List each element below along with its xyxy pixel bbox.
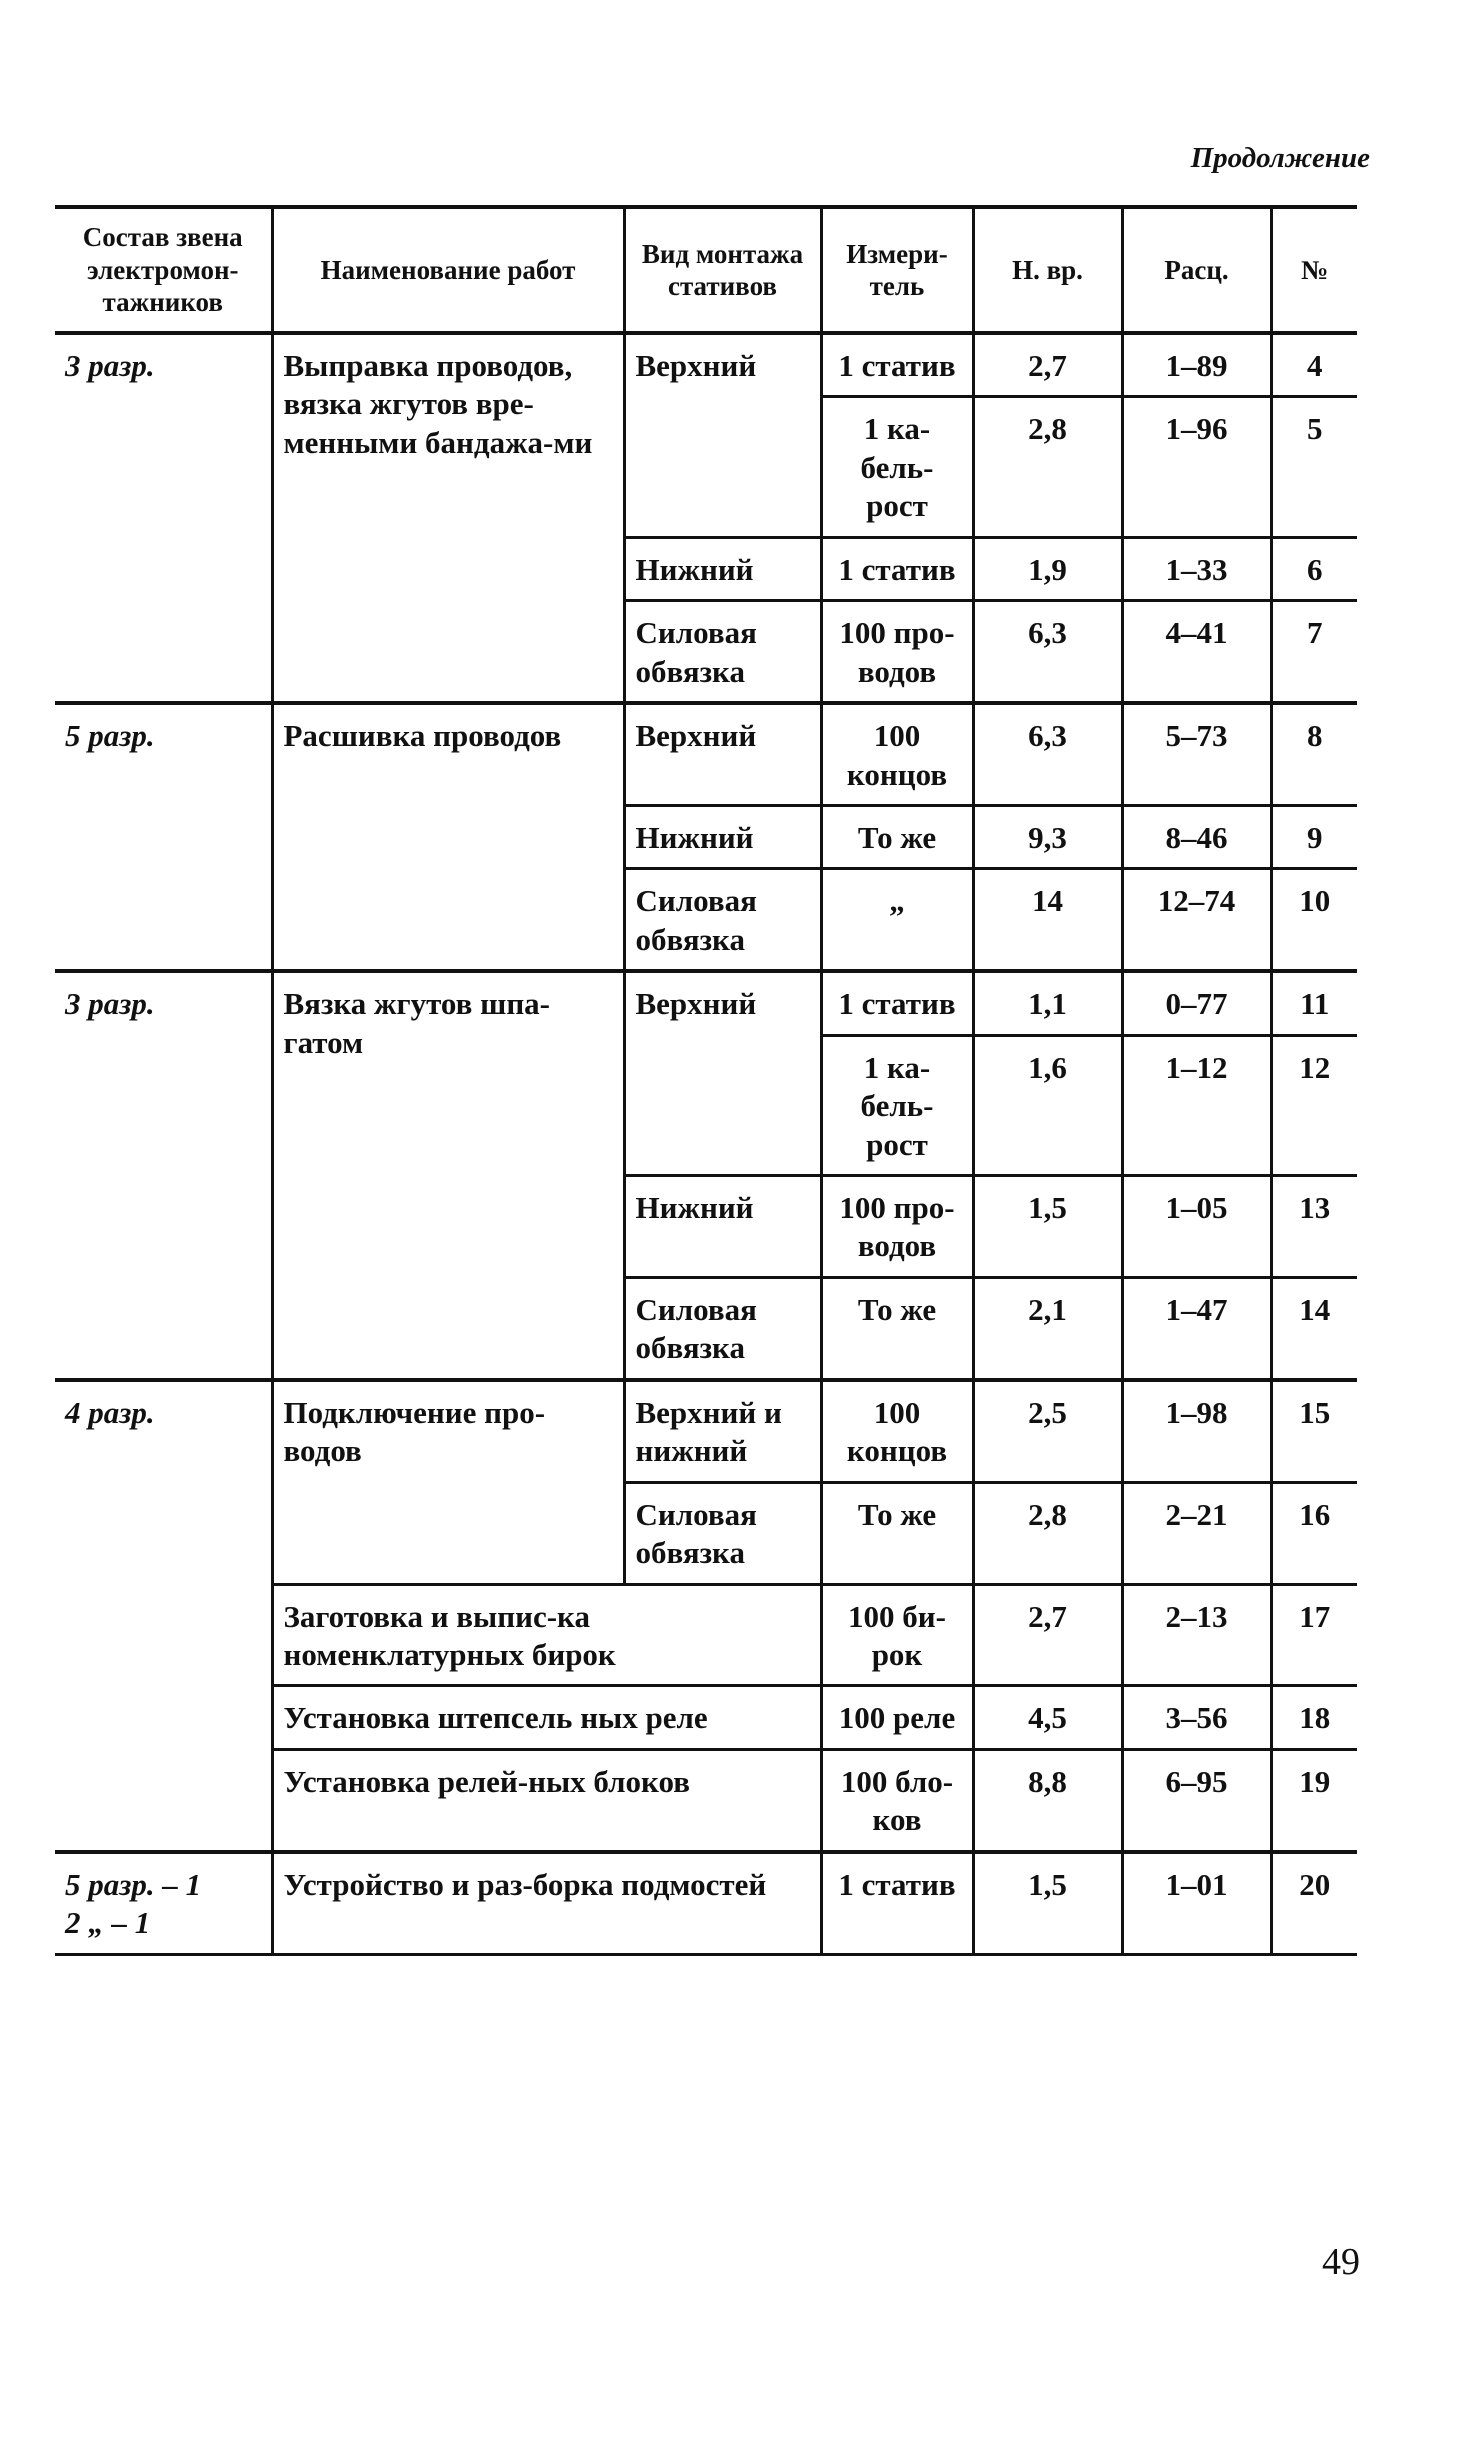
time-cell: 6,3 bbox=[973, 601, 1122, 703]
work-cell: Подключение про-водов bbox=[272, 1380, 624, 1584]
crew-cell: 3 разр. bbox=[55, 971, 272, 1380]
time-cell: 2,5 bbox=[973, 1380, 1122, 1482]
unit-cell: 100 бло-ков bbox=[821, 1749, 973, 1851]
rate-cell: 6–95 bbox=[1122, 1749, 1271, 1851]
time-cell: 1,5 bbox=[973, 1852, 1122, 1954]
header-mount: Вид монтажа стативов bbox=[624, 207, 821, 333]
work-cell: Вязка жгутов шпа-гатом bbox=[272, 971, 624, 1380]
unit-cell: 1 ка-бель-рост bbox=[821, 397, 973, 537]
time-cell: 2,7 bbox=[973, 333, 1122, 397]
number-cell: 8 bbox=[1271, 703, 1357, 805]
unit-cell: 100 концов bbox=[821, 703, 973, 805]
page-number: 49 bbox=[1322, 2241, 1360, 2283]
table-row bbox=[55, 703, 1357, 805]
number-cell: 14 bbox=[1271, 1277, 1357, 1379]
number-cell: 19 bbox=[1271, 1749, 1357, 1851]
number-cell: 10 bbox=[1271, 869, 1357, 971]
mount-cell: Верхний и нижний bbox=[624, 1380, 821, 1482]
time-cell: 2,1 bbox=[973, 1277, 1122, 1379]
header-norm-time: Н. вр. bbox=[973, 207, 1122, 333]
rate-cell: 1–96 bbox=[1122, 397, 1271, 537]
header-rate: Расц. bbox=[1122, 207, 1271, 333]
time-cell: 8,8 bbox=[973, 1749, 1122, 1851]
work-cell: Устройство и раз-борка подмостей bbox=[272, 1852, 821, 1954]
unit-cell: 1 статив bbox=[821, 537, 973, 600]
work-cell: Заготовка и выпис-ка номенклатурных бирок bbox=[272, 1584, 821, 1686]
crew-cell bbox=[55, 1852, 272, 1954]
crew-cell: 4 разр. bbox=[55, 1380, 272, 1852]
unit-cell: 100 про-водов bbox=[821, 601, 973, 703]
time-cell: 6,3 bbox=[973, 703, 1122, 805]
time-cell: 2,8 bbox=[973, 397, 1122, 537]
unit-cell: 100 реле bbox=[821, 1686, 973, 1749]
unit-cell: То же bbox=[821, 1277, 973, 1379]
rate-cell: 1–01 bbox=[1122, 1852, 1271, 1954]
header-row bbox=[55, 207, 1357, 333]
unit-cell: 1 статив bbox=[821, 971, 973, 1035]
rate-cell: 1–12 bbox=[1122, 1035, 1271, 1175]
unit-cell: То же bbox=[821, 1482, 973, 1584]
number-cell: 9 bbox=[1271, 805, 1357, 868]
header-unit: Измери-тель bbox=[821, 207, 973, 333]
number-cell: 5 bbox=[1271, 397, 1357, 537]
time-cell: 2,7 bbox=[973, 1584, 1122, 1686]
unit-cell: 100 би-рок bbox=[821, 1584, 973, 1686]
rate-cell: 0–77 bbox=[1122, 971, 1271, 1035]
table-row bbox=[55, 1380, 1357, 1482]
time-cell: 1,1 bbox=[973, 971, 1122, 1035]
continuation-label: Продолжение bbox=[1190, 142, 1370, 174]
mount-cell: Нижний bbox=[624, 805, 821, 868]
rate-cell: 1–89 bbox=[1122, 333, 1271, 397]
mount-cell: Верхний bbox=[624, 971, 821, 1175]
header-number: № bbox=[1271, 207, 1357, 333]
header-work: Наименование работ bbox=[272, 207, 624, 333]
rate-cell: 2–21 bbox=[1122, 1482, 1271, 1584]
rate-cell: 1–05 bbox=[1122, 1176, 1271, 1278]
number-cell: 18 bbox=[1271, 1686, 1357, 1749]
mount-cell: Силовая обвязка bbox=[624, 869, 821, 971]
time-cell: 1,6 bbox=[973, 1035, 1122, 1175]
unit-cell: 100 про-водов bbox=[821, 1176, 973, 1278]
mount-cell: Силовая обвязка bbox=[624, 1277, 821, 1379]
table-row bbox=[55, 971, 1357, 1035]
unit-cell: 1 статив bbox=[821, 333, 973, 397]
unit-cell: 1 ка-бель-рост bbox=[821, 1035, 973, 1175]
crew-line-1: 5 разр. – 1 bbox=[65, 1866, 202, 1902]
rate-cell: 8–46 bbox=[1122, 805, 1271, 868]
number-cell: 15 bbox=[1271, 1380, 1357, 1482]
mount-cell: Силовая обвязка bbox=[624, 601, 821, 703]
mount-cell: Верхний bbox=[624, 703, 821, 805]
unit-cell: 100 концов bbox=[821, 1380, 973, 1482]
rate-cell: 1–47 bbox=[1122, 1277, 1271, 1379]
number-cell: 13 bbox=[1271, 1176, 1357, 1278]
work-cell: Установка релей-ных блоков bbox=[272, 1749, 821, 1851]
rate-cell: 3–56 bbox=[1122, 1686, 1271, 1749]
unit-cell: 1 статив bbox=[821, 1852, 973, 1954]
time-cell: 4,5 bbox=[973, 1686, 1122, 1749]
table-row bbox=[55, 1852, 1357, 1954]
unit-cell: То же bbox=[821, 805, 973, 868]
time-cell: 1,5 bbox=[973, 1176, 1122, 1278]
header-crew: Состав звена электромон-тажников bbox=[55, 207, 272, 333]
crew-line-2: 2 „ – 1 bbox=[65, 1905, 151, 1941]
unit-cell: „ bbox=[821, 869, 973, 971]
time-cell: 1,9 bbox=[973, 537, 1122, 600]
number-cell: 20 bbox=[1271, 1852, 1357, 1954]
mount-cell: Силовая обвязка bbox=[624, 1482, 821, 1584]
number-cell: 16 bbox=[1271, 1482, 1357, 1584]
time-cell: 14 bbox=[973, 869, 1122, 971]
norms-table bbox=[55, 205, 1357, 1956]
crew-cell: 5 разр. bbox=[55, 703, 272, 971]
number-cell: 11 bbox=[1271, 971, 1357, 1035]
rate-cell: 12–74 bbox=[1122, 869, 1271, 971]
number-cell: 12 bbox=[1271, 1035, 1357, 1175]
time-cell: 9,3 bbox=[973, 805, 1122, 868]
number-cell: 6 bbox=[1271, 537, 1357, 600]
rate-cell: 1–98 bbox=[1122, 1380, 1271, 1482]
work-cell: Расшивка проводов bbox=[272, 703, 624, 971]
mount-cell: Нижний bbox=[624, 537, 821, 600]
crew-cell: 3 разр. bbox=[55, 333, 272, 703]
rate-cell: 4–41 bbox=[1122, 601, 1271, 703]
rate-cell: 1–33 bbox=[1122, 537, 1271, 600]
number-cell: 17 bbox=[1271, 1584, 1357, 1686]
work-cell: Выправка проводов, вязка жгутов вре-менными бандажа-ми bbox=[272, 333, 624, 703]
number-cell: 7 bbox=[1271, 601, 1357, 703]
time-cell: 2,8 bbox=[973, 1482, 1122, 1584]
rate-cell: 2–13 bbox=[1122, 1584, 1271, 1686]
mount-cell: Нижний bbox=[624, 1176, 821, 1278]
work-cell: Установка штепсель ных реле bbox=[272, 1686, 821, 1749]
mount-cell: Верхний bbox=[624, 333, 821, 537]
rate-cell: 5–73 bbox=[1122, 703, 1271, 805]
number-cell: 4 bbox=[1271, 333, 1357, 397]
table-row bbox=[55, 333, 1357, 397]
